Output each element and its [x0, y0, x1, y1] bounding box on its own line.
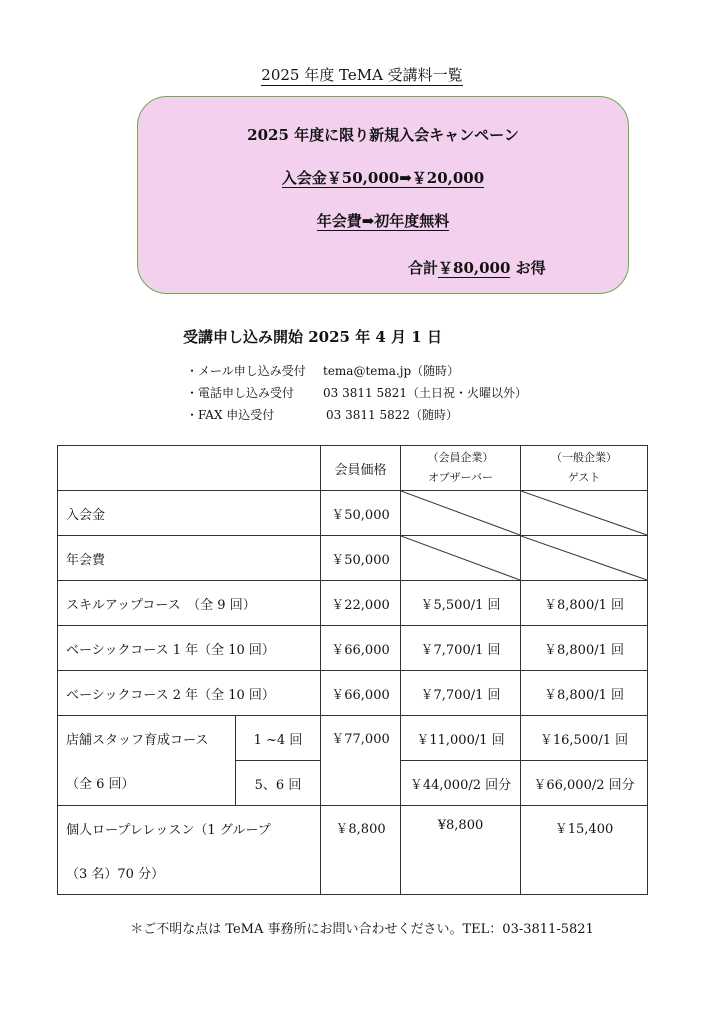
row-label: スキルアップコース （全 9 回） [58, 581, 321, 626]
guest-price-cell: ￥8,800/1 回 [521, 626, 648, 671]
observer-price-cell: ￥44,000/2 回分 [401, 761, 521, 806]
campaign-box [137, 96, 629, 294]
header-member-price: 会員価格 [321, 446, 401, 491]
guest-price-cell: ￥15,400 [521, 806, 648, 895]
observer-price-cell: ¥8,800 [401, 806, 521, 895]
row-label: 店舗スタッフ育成コース [58, 716, 236, 761]
table-header-row [58, 446, 648, 491]
table-row-staff-1 [58, 716, 648, 761]
guest-price-cell: ￥8,800/1 回 [521, 671, 648, 716]
not-applicable-cell [401, 491, 521, 536]
member-price-cell: ￥66,000 [321, 671, 401, 716]
campaign-entrance-fee: 入会金￥50,000➡￥20,000 [281, 169, 485, 187]
header-guest-top: （一般企業） [551, 451, 617, 464]
row-label-continued: （3 名）70 分） [58, 850, 321, 895]
header-observer-top: （会員企業） [427, 451, 494, 464]
observer-price-cell: ￥7,700/1 回 [401, 671, 521, 716]
member-price-cell: ￥77,000 [321, 716, 401, 806]
observer-price-cell: ￥7,700/1 回 [401, 626, 521, 671]
table-row-basic1 [58, 626, 648, 671]
row-label: 個人ロープレレッスン（1 グループ [58, 806, 321, 851]
header-guest-bottom: ゲスト [567, 471, 601, 484]
table-row-rope-1 [58, 806, 648, 851]
contact-value: tema@tema.jp（随時） [323, 364, 460, 378]
row-label: ベーシックコース 1 年（全 10 回） [58, 626, 321, 671]
page-title: 2025 年度 TeMA 受講料一覧 [261, 66, 463, 84]
guest-price-cell: ￥8,800/1 回 [521, 581, 648, 626]
contact-label: ・メール申し込み受付 [186, 364, 306, 378]
contact-value: 03 3811 5821（土日祝・火曜以外） [323, 386, 527, 400]
fee-table [57, 445, 648, 895]
contact-label: ・電話申し込み受付 [186, 386, 295, 400]
campaign-heading: 2025 年度に限り新規入会キャンペーン [247, 126, 519, 144]
not-applicable-cell [521, 536, 648, 581]
footer-note: ＊ご不明な点は TeMA 事務所にお問い合わせください。TEL：03-3811-5821 [130, 922, 594, 937]
contact-value: 03 3811 5822（随時） [326, 408, 458, 422]
table-row-basic2 [58, 671, 648, 716]
application-start: 受講申し込み開始 2025 年 4 月 1 日 [183, 328, 442, 346]
not-applicable-cell [521, 491, 648, 536]
header-observer-bottom: オブザーバー [427, 471, 494, 484]
header-observer [401, 446, 521, 491]
row-label: ベーシックコース 2 年（全 10 回） [58, 671, 321, 716]
session-range-cell: 5、6 回 [236, 761, 321, 806]
table-row-annual [58, 536, 648, 581]
session-range-cell: 1 ~4 回 [236, 716, 321, 761]
member-price-cell: ￥66,000 [321, 626, 401, 671]
member-price-cell: ￥22,000 [321, 581, 401, 626]
table-row-entrance [58, 491, 648, 536]
header-guest [521, 446, 648, 491]
row-label-continued: （全 6 回） [58, 761, 236, 806]
header-empty-cell [58, 446, 321, 491]
table-row-skillup [58, 581, 648, 626]
row-label: 年会費 [58, 536, 321, 581]
campaign-annual-fee: 年会費➡初年度無料 [316, 212, 450, 230]
contact-label: ・FAX 申込受付 [186, 408, 275, 422]
observer-price-cell: ￥11,000/1 回 [401, 716, 521, 761]
guest-price-cell: ￥66,000/2 回分 [521, 761, 648, 806]
member-price-cell: ￥50,000 [321, 491, 401, 536]
row-label: 入会金 [58, 491, 321, 536]
campaign-total: 合計￥80,000 お得 [408, 259, 546, 277]
member-price-cell: ￥8,800 [321, 806, 401, 895]
not-applicable-cell [401, 536, 521, 581]
guest-price-cell: ￥16,500/1 回 [521, 716, 648, 761]
member-price-cell: ￥50,000 [321, 536, 401, 581]
observer-price-cell: ￥5,500/1 回 [401, 581, 521, 626]
